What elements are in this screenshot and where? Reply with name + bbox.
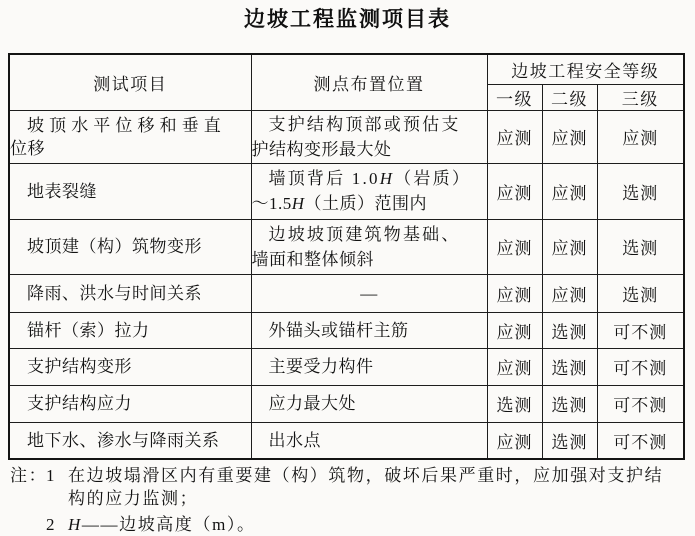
cell-grade-level2: 应测 xyxy=(542,110,597,163)
table-body xyxy=(9,110,684,459)
cell-grade-level2: 选测 xyxy=(542,312,597,348)
text-segment: 坡顶建（构）筑物变形 xyxy=(27,237,202,256)
cell-grade-level2: 应测 xyxy=(542,274,597,312)
note-number: 1 xyxy=(46,466,57,485)
header-grade-3: 三级 xyxy=(597,84,684,110)
text-segment: ～1.5 xyxy=(251,194,292,213)
cell-grade-level1: 应测 xyxy=(487,274,542,312)
text-line xyxy=(27,321,150,340)
cell-grade-level3: 应测 xyxy=(597,110,684,163)
text-line xyxy=(269,225,461,244)
cell-grade-level3: 可不测 xyxy=(597,385,684,422)
table-row xyxy=(9,422,684,459)
text-line xyxy=(252,250,375,269)
cell-grade-level1: 应测 xyxy=(487,110,542,163)
cell-location xyxy=(251,163,487,219)
cell-location xyxy=(251,422,487,459)
cell-test-item xyxy=(9,348,251,385)
cell-location xyxy=(251,219,487,274)
text-line xyxy=(27,116,226,135)
table-row xyxy=(9,312,684,348)
text-segment: 支护结构应力 xyxy=(27,394,132,413)
cell-grade-level2: 选测 xyxy=(542,348,597,385)
text-segment: （土质）范围内 xyxy=(304,194,428,213)
text-segment: — xyxy=(360,283,378,303)
cell-location xyxy=(251,110,487,163)
text-line xyxy=(27,237,202,256)
cell-grade-level1: 应测 xyxy=(487,163,542,219)
text-segment: 出水点 xyxy=(268,430,321,450)
text-segment: 护结构变形最大处 xyxy=(251,139,392,159)
cell-test-item xyxy=(9,110,251,163)
table-row xyxy=(9,274,684,312)
italic-variable: H xyxy=(379,169,395,188)
table-row xyxy=(9,385,684,422)
cell-grade-level3: 可不测 xyxy=(597,422,684,459)
text-segment: 边坡坡顶建筑物基础、 xyxy=(268,224,461,244)
header-point-location: 测点布置位置 xyxy=(251,54,487,110)
text-line xyxy=(252,140,392,159)
page-title: 边坡工程监测项目表 xyxy=(244,8,451,31)
text-line xyxy=(269,357,374,376)
text-line xyxy=(68,466,663,485)
text-line xyxy=(269,115,461,134)
cell-test-item xyxy=(9,274,251,312)
note-item xyxy=(10,513,694,536)
cell-location xyxy=(251,312,487,348)
cell-test-item xyxy=(9,385,251,422)
cell-grade-level3: 选测 xyxy=(597,219,684,274)
cell-grade-level1: 选测 xyxy=(487,385,542,422)
table-row xyxy=(9,110,684,163)
cell-grade-level2: 应测 xyxy=(542,219,597,274)
text-line xyxy=(27,182,97,201)
table-row xyxy=(9,219,684,274)
cell-grade-level3: 可不测 xyxy=(597,312,684,348)
cell-grade-level1: 应测 xyxy=(487,312,542,348)
text-line xyxy=(68,489,198,508)
note-number: 2 xyxy=(46,515,57,534)
text-segment: 地表裂缝 xyxy=(27,181,97,201)
text-segment: 地下水、渗水与降雨关系 xyxy=(27,430,220,450)
cell-grade-level3: 可不测 xyxy=(597,348,684,385)
table-header xyxy=(9,54,684,110)
text-segment: 构的应力监测； xyxy=(68,489,199,508)
text-segment: 位移 xyxy=(10,138,45,158)
text-line xyxy=(27,431,220,450)
cell-test-item xyxy=(9,163,251,219)
text-segment: 坡顶水平位移和垂直 xyxy=(27,115,226,135)
note-text xyxy=(68,513,694,536)
text-line xyxy=(68,515,256,534)
text-line xyxy=(27,357,132,376)
monitoring-table xyxy=(8,53,685,460)
cell-grade-level2: 应测 xyxy=(542,163,597,219)
cell-grade-level2: 选测 xyxy=(542,385,597,422)
table-row xyxy=(9,163,684,219)
text-segment: 主要受力构件 xyxy=(268,357,374,376)
header-grade-1: 一级 xyxy=(487,84,542,110)
table-row xyxy=(9,348,684,385)
cell-test-item xyxy=(9,219,251,274)
cell-location xyxy=(251,385,487,422)
text-segment: 锚杆（索）拉力 xyxy=(27,320,150,340)
footnotes xyxy=(10,464,694,536)
cell-grade-level3: 选测 xyxy=(597,163,684,219)
text-line xyxy=(269,169,472,188)
text-segment: （岩质） xyxy=(394,169,472,188)
cell-location xyxy=(251,348,487,385)
text-segment: 在边坡塌滑区内有重要建（构）筑物，破坏后果严重时，应加强对支护结 xyxy=(68,466,664,485)
text-line xyxy=(269,394,357,413)
text-line xyxy=(27,284,202,303)
text-segment: 墙面和整体倾斜 xyxy=(251,249,374,269)
text-segment: ——边坡高度（m）。 xyxy=(81,515,256,534)
header-safety-grade-group: 边坡工程安全等级 xyxy=(487,54,684,84)
header-grade-2: 二级 xyxy=(542,84,597,110)
text-line xyxy=(10,139,45,158)
cell-grade-level1: 应测 xyxy=(487,422,542,459)
cell-grade-level3: 选测 xyxy=(597,274,684,312)
note-item xyxy=(10,464,694,510)
cell-grade-level1: 应测 xyxy=(487,219,542,274)
header-test-item: 测试项目 xyxy=(9,54,251,110)
text-segment: 应力最大处 xyxy=(268,394,356,413)
text-segment: 降雨、洪水与时间关系 xyxy=(27,283,202,303)
text-line xyxy=(27,394,132,413)
cell-test-item xyxy=(9,312,251,348)
text-line xyxy=(360,284,378,303)
italic-variable: H xyxy=(68,515,82,534)
italic-variable: H xyxy=(291,194,305,213)
cell-grade-level1: 应测 xyxy=(487,348,542,385)
note-label: 注： xyxy=(10,466,48,485)
text-line xyxy=(252,194,428,213)
text-segment: 支护结构顶部或预估支 xyxy=(268,114,461,134)
text-segment: 支护结构变形 xyxy=(27,357,132,376)
cell-grade-level2: 选测 xyxy=(542,422,597,459)
text-line xyxy=(269,321,409,340)
text-segment: 墙顶背后 1.0 xyxy=(268,169,380,188)
text-line xyxy=(269,431,322,450)
cell-test-item xyxy=(9,422,251,459)
note-text xyxy=(68,464,694,510)
cell-location xyxy=(251,274,487,312)
text-segment: 外锚头或锚杆主筋 xyxy=(268,320,409,340)
